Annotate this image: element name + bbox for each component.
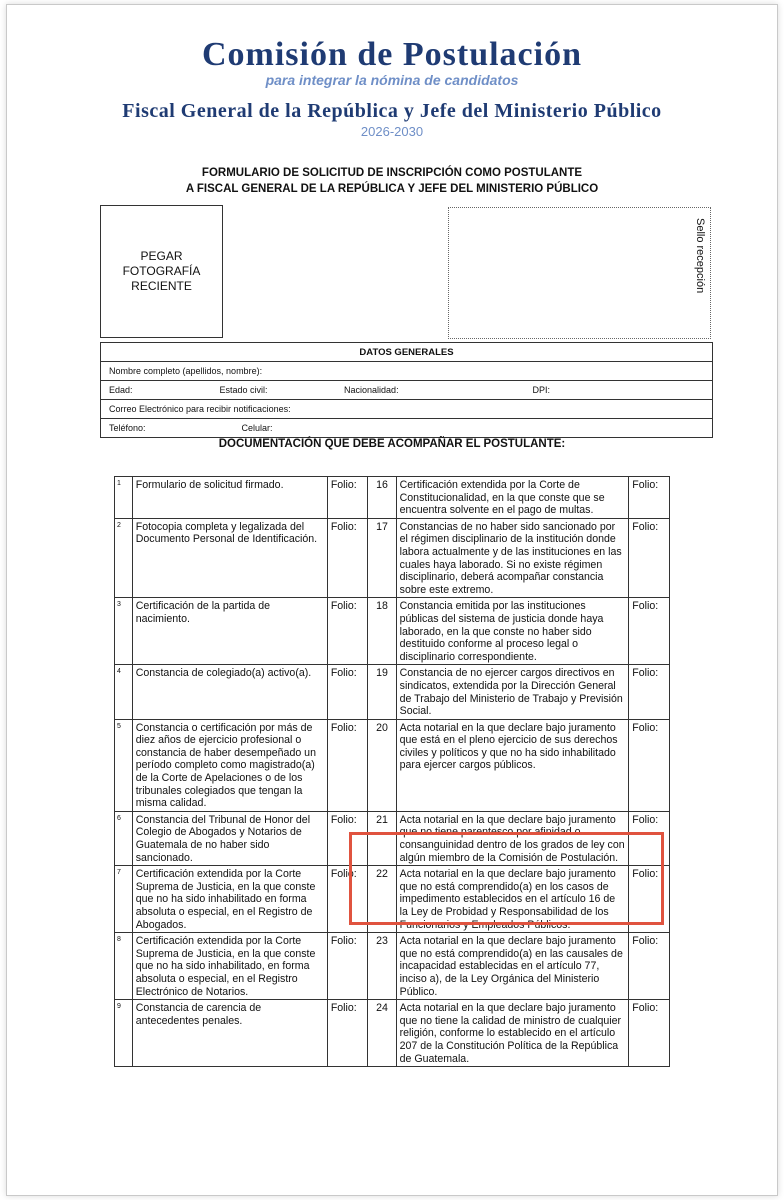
- item-description: Certificación de la partida de nacimiento.: [132, 598, 327, 665]
- table-row: [115, 665, 670, 719]
- table-row: [115, 477, 670, 519]
- photo-label: PEGAR FOTOGRAFÍA RECIENTE: [122, 249, 201, 293]
- item-number: 6: [115, 811, 133, 865]
- item-description: Constancia de no ejercer cargos directivos en sindicatos, extendida por la Dirección General de Trabajo del Ministerio de Trabajo y Previsión Social.: [396, 665, 629, 719]
- stamp-label: Sello recepción: [694, 218, 706, 294]
- item-description: Constancia de carencia de antecedentes penales.: [132, 1000, 327, 1067]
- item-number: 9: [115, 1000, 133, 1067]
- item-description: Certificación extendida por la Corte de Constitucionalidad, en la que conste que se encuentra solvente en el pago de multas.: [396, 477, 629, 519]
- item-description: Certificación extendida por la Corte Suprema de Justicia, en la que conste que no ha sido inhabilitado en forma absoluta o especial, en el Registro de Abogados.: [132, 866, 327, 933]
- item-number: 7: [115, 866, 133, 933]
- item-description: Certificación extendida por la Corte Suprema de Justicia, en la que conste que no ha sido inhabilitado, en forma absoluta o especial, en el Registro Electrónico de Notarios.: [132, 933, 327, 1000]
- item-description: Acta notarial en la que declare bajo juramento que no está comprendido(a) en los casos de impedimento establecidos en el artículo 16 de la Ley de Probidad y Responsabilidad de los Funcionarios y Empleados Públicos.: [396, 866, 629, 933]
- table-row: [115, 518, 670, 598]
- item-description: Constancia o certificación por más de diez años de ejercicio profesional o constancia de haber desempeñado un período completo como magistrado(a) de la Corte de Apelaciones o de los tribunales colegiados que tengan la misma calidad.: [132, 719, 327, 811]
- folio-label: Folio:: [327, 1000, 368, 1067]
- highlight-box-item-21: [349, 832, 664, 925]
- row-phone: [101, 419, 713, 438]
- folio-label: Folio:: [629, 811, 670, 865]
- folio-label: Folio:: [327, 665, 368, 719]
- folio-label: Folio:: [327, 933, 368, 1000]
- item-description: Constancia del Tribunal de Honor del Colegio de Abogados y Notarios de Guatemala de no haber sido sancionado.: [132, 811, 327, 865]
- documents-table: [114, 476, 670, 1067]
- item-number: 20: [368, 719, 396, 811]
- commission-subtitle: para integrar la nómina de candidatos: [265, 72, 519, 88]
- folio-label: Folio:: [629, 1000, 670, 1067]
- folio-label: Folio:: [327, 866, 368, 933]
- item-description: Acta notarial en la que declare bajo juramento que no tiene la calidad de ministro de cualquier religión, conforme lo establecido en el artículo 207 de la Constitución Política de la República de Guatemala.: [396, 1000, 629, 1067]
- item-number: 4: [115, 665, 133, 719]
- folio-label: Folio:: [629, 477, 670, 519]
- table-row: [115, 1000, 670, 1067]
- form-title-line2: A FISCAL GENERAL DE LA REPÚBLICA Y JEFE DEL MINISTERIO PÚBLICO: [185, 183, 599, 195]
- general-data-heading: DATOS GENERALES: [101, 343, 713, 362]
- marital-status-field: Estado civil:: [219, 385, 268, 395]
- period-years: 2026-2030: [360, 124, 424, 139]
- email-field: Correo Electrónico para recibir notificaciones:: [101, 400, 713, 419]
- item-description: Acta notarial en la que declare bajo juramento que está en el pleno ejercicio de sus derechos civiles y políticos y que no ha sido inhabilitado para ejercer cargos públicos.: [396, 719, 629, 811]
- folio-label: Folio:: [629, 518, 670, 598]
- phone-field: Teléfono:: [109, 423, 146, 433]
- item-number: 5: [115, 719, 133, 811]
- item-number: 18: [368, 598, 396, 665]
- table-row: [115, 719, 670, 811]
- item-description: Acta notarial en la que declare bajo juramento que no tiene parentesco por afinidad o consanguinidad dentro de los grados de ley con algún miembro de la Comisión de Postulación.: [396, 811, 629, 865]
- folio-label: Folio:: [629, 866, 670, 933]
- folio-label: Folio:: [327, 598, 368, 665]
- folio-label: Folio:: [327, 811, 368, 865]
- item-description: Constancia de colegiado(a) activo(a).: [132, 665, 327, 719]
- age-field: Edad:: [109, 385, 133, 395]
- item-number: 23: [368, 933, 396, 1000]
- item-description: Constancias de no haber sido sancionado por el régimen disciplinario de la institución donde labora actualmente y de las instituciones en las cuales haya laborado. Si no existe régimen disciplinario, deberá acompañar constancia sobre este extremo.: [396, 518, 629, 598]
- folio-label: Folio:: [629, 598, 670, 665]
- item-number: 19: [368, 665, 396, 719]
- row-age-status: [101, 381, 713, 400]
- table-row: [115, 598, 670, 665]
- dpi-field: DPI:: [532, 385, 551, 395]
- commission-title: Comisión de Postulación: [201, 36, 583, 73]
- item-description: Constancia emitida por las instituciones públicas del sistema de justicia donde haya laborado, en la que conste no haber sido destituido conforme al proceso legal o disciplinario correspondiente.: [396, 598, 629, 665]
- nationality-field: Nacionalidad:: [344, 385, 399, 395]
- reception-stamp-box: [448, 207, 711, 339]
- item-number: 24: [368, 1000, 396, 1067]
- item-number: 22: [368, 866, 396, 933]
- photo-box: [100, 205, 223, 338]
- table-row: [115, 933, 670, 1000]
- folio-label: Folio:: [327, 477, 368, 519]
- item-number: 16: [368, 477, 396, 519]
- folio-label: Folio:: [629, 933, 670, 1000]
- item-number: 8: [115, 933, 133, 1000]
- item-number: 17: [368, 518, 396, 598]
- folio-label: Folio:: [327, 719, 368, 811]
- form-title-line1: FORMULARIO DE SOLICITUD DE INSCRIPCIÓN COMO POSTULANTE: [201, 167, 583, 179]
- item-number: 1: [115, 477, 133, 519]
- item-number: 21: [368, 811, 396, 865]
- general-data-table: [100, 342, 713, 438]
- cell-field: Celular:: [241, 423, 273, 433]
- folio-label: Folio:: [629, 665, 670, 719]
- full-name-field: Nombre completo (apellidos, nombre):: [101, 362, 713, 381]
- item-number: 3: [115, 598, 133, 665]
- item-description: Formulario de solicitud firmado.: [132, 477, 327, 519]
- documents-heading: DOCUMENTACIÓN QUE DEBE ACOMPAÑAR EL POSTULANTE:: [218, 438, 566, 450]
- item-description: Acta notarial en la que declare bajo juramento que no está comprendido(a) en las causales de incapacidad establecidas en el artículo 77, inciso a), de la Ley Orgánica del Ministerio Público.: [396, 933, 629, 1000]
- item-number: 2: [115, 518, 133, 598]
- folio-label: Folio:: [327, 518, 368, 598]
- folio-label: Folio:: [629, 719, 670, 811]
- item-description: Fotocopia completa y legalizada del Documento Personal de Identificación.: [132, 518, 327, 598]
- position-title: Fiscal General de la República y Jefe del Ministerio Público: [122, 100, 662, 122]
